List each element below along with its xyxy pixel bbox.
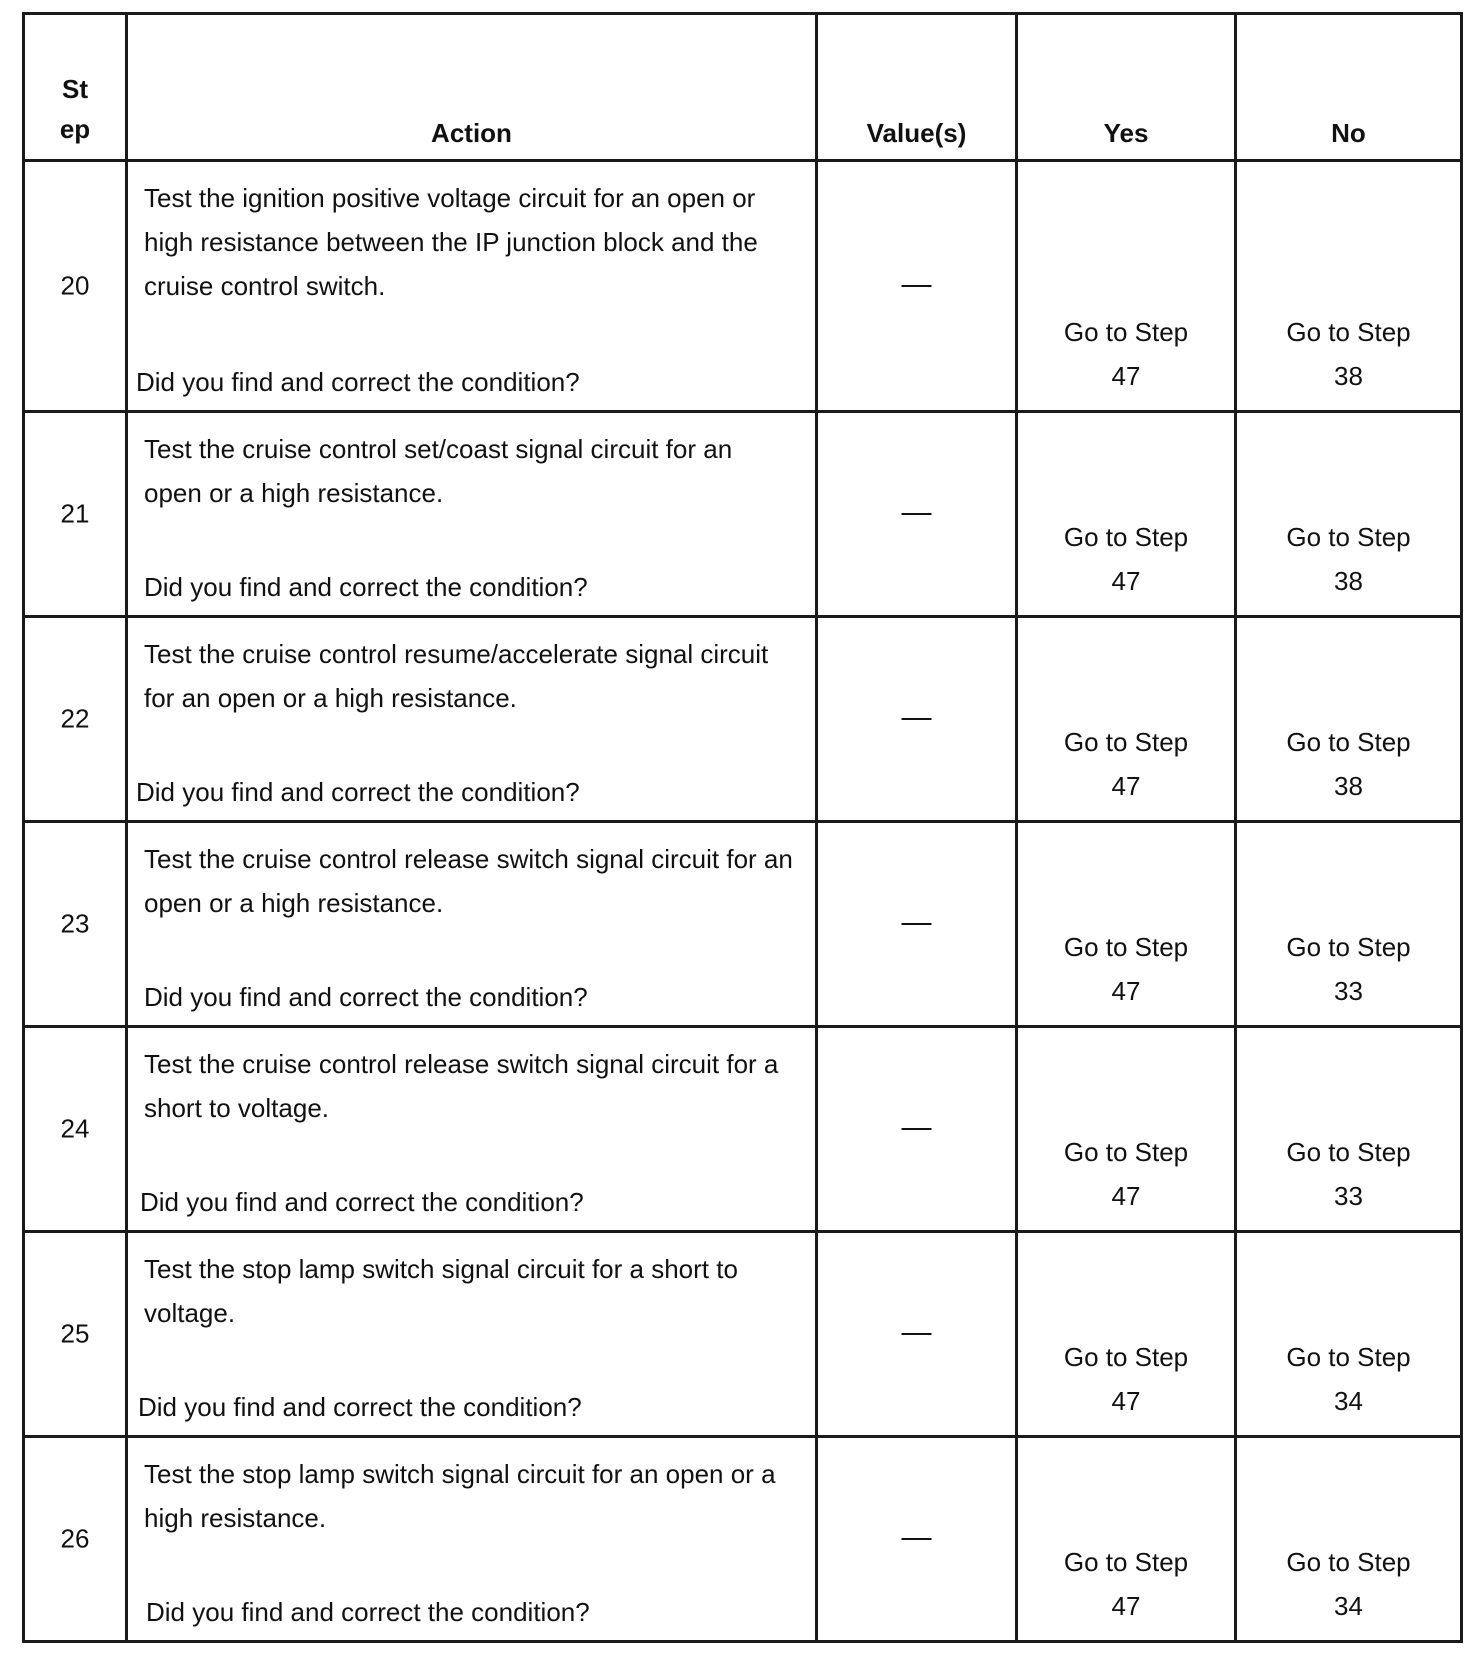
action-cell: [127, 161, 817, 412]
step-cell: [24, 412, 127, 617]
step-number: 26: [60, 1523, 90, 1554]
table-row: [24, 1232, 1462, 1437]
no-goto-step: 33: [1334, 976, 1363, 1006]
no-cell: [1236, 161, 1462, 412]
header-yes: Yes: [1017, 14, 1236, 161]
value-dash: —: [901, 267, 932, 301]
yes-goto-step: 47: [1111, 1386, 1141, 1416]
action-question: Did you find and correct the condition?: [144, 982, 588, 1012]
no-goto-step: 34: [1334, 1591, 1363, 1621]
no-goto-label: Go to Step: [1286, 1342, 1411, 1372]
no-goto-label: Go to Step: [1286, 932, 1411, 962]
value-cell: [817, 822, 1017, 1027]
no-goto-label: Go to Step: [1286, 1547, 1411, 1577]
value-dash: —: [901, 1520, 932, 1554]
yes-cell: [1017, 1027, 1236, 1232]
yes-cell: [1017, 822, 1236, 1027]
no-goto-step: 33: [1334, 1181, 1363, 1211]
yes-goto-step: 47: [1111, 1591, 1141, 1621]
yes-goto-step: 47: [1111, 1181, 1141, 1211]
action-text: Test the cruise control set/coast signal circuit for an open or a high resistance.: [144, 434, 733, 508]
yes-goto-label: Go to Step: [1063, 932, 1189, 962]
no-cell: [1236, 617, 1462, 822]
value-cell: [817, 161, 1017, 412]
step-cell: [24, 161, 127, 412]
value-dash: —: [901, 1315, 932, 1349]
header-action: Action: [127, 14, 817, 161]
yes-cell: [1017, 1437, 1236, 1642]
yes-goto-step: 47: [1111, 361, 1141, 391]
yes-goto-step: 47: [1111, 976, 1141, 1006]
table-row: [24, 617, 1462, 822]
value-cell: [817, 1232, 1017, 1437]
action-text: Test the ignition positive voltage circuit for an open or high resistance between the IP junction block and the cruise control switch.: [144, 183, 758, 301]
step-number: 25: [60, 1318, 90, 1349]
step-number: 22: [60, 703, 90, 734]
step-cell: [24, 1027, 127, 1232]
step-number: 21: [60, 498, 90, 529]
table-row: [24, 161, 1462, 412]
step-number: 23: [60, 908, 90, 939]
step-cell: [24, 617, 127, 822]
step-cell: [24, 1232, 127, 1437]
action-question: Did you find and correct the condition?: [138, 1392, 582, 1422]
value-dash: —: [901, 700, 932, 734]
action-question: Did you find and correct the condition?: [136, 777, 580, 807]
no-goto-step: 38: [1334, 771, 1363, 801]
table-header-row: [24, 14, 1462, 161]
yes-cell: [1017, 412, 1236, 617]
no-goto-label: Go to Step: [1286, 1137, 1411, 1167]
value-cell: [817, 1437, 1017, 1642]
action-text: Test the stop lamp switch signal circuit for an open or a high resistance.: [144, 1459, 776, 1533]
yes-goto-label: Go to Step: [1063, 1547, 1189, 1577]
value-cell: [817, 617, 1017, 822]
action-question: Did you find and correct the condition?: [140, 1187, 584, 1217]
action-cell: [127, 1027, 817, 1232]
action-text: Test the stop lamp switch signal circuit for a short to voltage.: [144, 1254, 738, 1328]
action-question: Did you find and correct the condition?: [136, 367, 580, 397]
no-goto-label: Go to Step: [1286, 727, 1411, 757]
action-cell: [127, 1232, 817, 1437]
value-dash: —: [901, 1110, 932, 1144]
no-goto-label: Go to Step: [1286, 317, 1411, 347]
yes-cell: [1017, 161, 1236, 412]
yes-cell: [1017, 617, 1236, 822]
yes-goto-label: Go to Step: [1063, 1137, 1189, 1167]
value-cell: [817, 412, 1017, 617]
action-cell: [127, 617, 817, 822]
action-cell: [127, 1437, 817, 1642]
action-text: Test the cruise control release switch signal circuit for a short to voltage.: [144, 1049, 779, 1123]
diagnostic-table: [22, 12, 1463, 1643]
yes-goto-label: Go to Step: [1063, 1342, 1189, 1372]
yes-goto-label: Go to Step: [1063, 522, 1189, 552]
step-number: 20: [60, 270, 90, 301]
yes-goto-step: 47: [1111, 566, 1141, 596]
header-values: Value(s): [817, 14, 1017, 161]
value-cell: [817, 1027, 1017, 1232]
no-cell: [1236, 1232, 1462, 1437]
table-row: [24, 822, 1462, 1027]
header-no: No: [1236, 14, 1462, 161]
yes-cell: [1017, 1232, 1236, 1437]
table-row: [24, 1027, 1462, 1232]
header-step: St ep: [24, 14, 127, 161]
action-question: Did you find and correct the condition?: [144, 572, 588, 602]
action-question: Did you find and correct the condition?: [146, 1597, 590, 1627]
no-goto-label: Go to Step: [1286, 522, 1411, 552]
no-goto-step: 38: [1334, 361, 1363, 391]
action-text: Test the cruise control resume/accelerate signal circuit for an open or a high resistance.: [144, 639, 769, 713]
no-goto-step: 38: [1334, 566, 1363, 596]
value-dash: —: [901, 905, 932, 939]
no-cell: [1236, 1437, 1462, 1642]
value-dash: —: [901, 495, 932, 529]
no-cell: [1236, 1027, 1462, 1232]
yes-goto-label: Go to Step: [1063, 317, 1189, 347]
yes-goto-step: 47: [1111, 771, 1141, 801]
no-cell: [1236, 412, 1462, 617]
step-cell: [24, 1437, 127, 1642]
step-number: 24: [60, 1113, 90, 1144]
no-goto-step: 34: [1334, 1386, 1363, 1416]
table-row: [24, 1437, 1462, 1642]
action-cell: [127, 412, 817, 617]
yes-goto-label: Go to Step: [1063, 727, 1189, 757]
table-row: [24, 412, 1462, 617]
no-cell: [1236, 822, 1462, 1027]
step-cell: [24, 822, 127, 1027]
action-text: Test the cruise control release switch signal circuit for an open or a high resistance.: [144, 844, 793, 918]
action-cell: [127, 822, 817, 1027]
